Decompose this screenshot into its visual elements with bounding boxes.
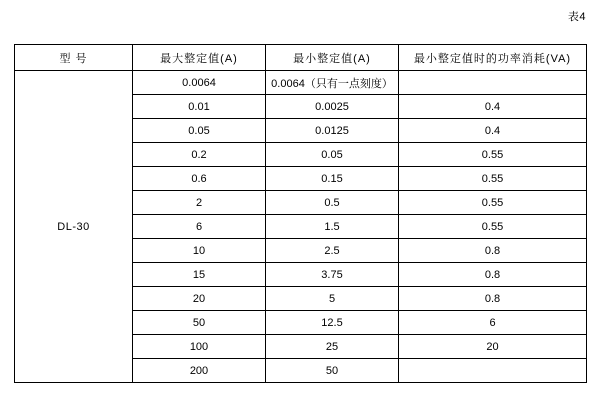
cell-max-setting: 0.6 xyxy=(133,167,266,191)
specification-table xyxy=(14,44,587,383)
cell-max-setting: 0.05 xyxy=(133,119,266,143)
cell-min-setting: 0.0125 xyxy=(266,119,399,143)
cell-min-setting: 0.15 xyxy=(266,167,399,191)
cell-max-setting: 0.01 xyxy=(133,95,266,119)
cell-max-setting: 10 xyxy=(133,239,266,263)
cell-min-setting: 1.5 xyxy=(266,215,399,239)
cell-max-setting: 2 xyxy=(133,191,266,215)
cell-min-setting: 25 xyxy=(266,335,399,359)
cell-max-setting: 50 xyxy=(133,311,266,335)
table-caption: 表4 xyxy=(567,11,586,23)
table-row xyxy=(15,71,587,95)
cell-max-setting: 6 xyxy=(133,215,266,239)
column-header-max-setting: 最大整定值(A) xyxy=(133,45,266,71)
cell-min-setting: 0.5 xyxy=(266,191,399,215)
cell-max-setting: 0.0064 xyxy=(133,71,266,95)
column-header-power-consumption: 最小整定值时的功率消耗(VA) xyxy=(399,45,587,71)
cell-power: 0.8 xyxy=(399,287,587,311)
table-container xyxy=(14,44,586,383)
cell-min-setting: 12.5 xyxy=(266,311,399,335)
cell-power: 6 xyxy=(399,311,587,335)
cell-min-setting: 3.75 xyxy=(266,263,399,287)
cell-power: 0.55 xyxy=(399,167,587,191)
cell-min-setting: 0.0025 xyxy=(266,95,399,119)
cell-power: 0.4 xyxy=(399,95,587,119)
cell-power: 0.55 xyxy=(399,143,587,167)
table-header-row xyxy=(15,45,587,71)
column-header-min-setting: 最小整定值(A) xyxy=(266,45,399,71)
cell-max-setting: 200 xyxy=(133,359,266,383)
cell-max-setting: 15 xyxy=(133,263,266,287)
cell-power: 0.8 xyxy=(399,263,587,287)
cell-min-setting: 0.05 xyxy=(266,143,399,167)
cell-max-setting: 100 xyxy=(133,335,266,359)
cell-model: DL-30 xyxy=(15,71,133,383)
cell-power: 0.55 xyxy=(399,191,587,215)
cell-max-setting: 0.2 xyxy=(133,143,266,167)
cell-power xyxy=(399,359,587,383)
cell-min-setting: 2.5 xyxy=(266,239,399,263)
cell-min-setting: 50 xyxy=(266,359,399,383)
cell-min-setting: 5 xyxy=(266,287,399,311)
cell-max-setting: 20 xyxy=(133,287,266,311)
cell-power: 0.55 xyxy=(399,215,587,239)
cell-power: 0.4 xyxy=(399,119,587,143)
column-header-model: 型 号 xyxy=(15,45,133,71)
cell-power: 0.8 xyxy=(399,239,587,263)
cell-power: 20 xyxy=(399,335,587,359)
cell-power xyxy=(399,71,587,95)
cell-min-setting: 0.0064（只有一点刻度） xyxy=(266,71,399,95)
